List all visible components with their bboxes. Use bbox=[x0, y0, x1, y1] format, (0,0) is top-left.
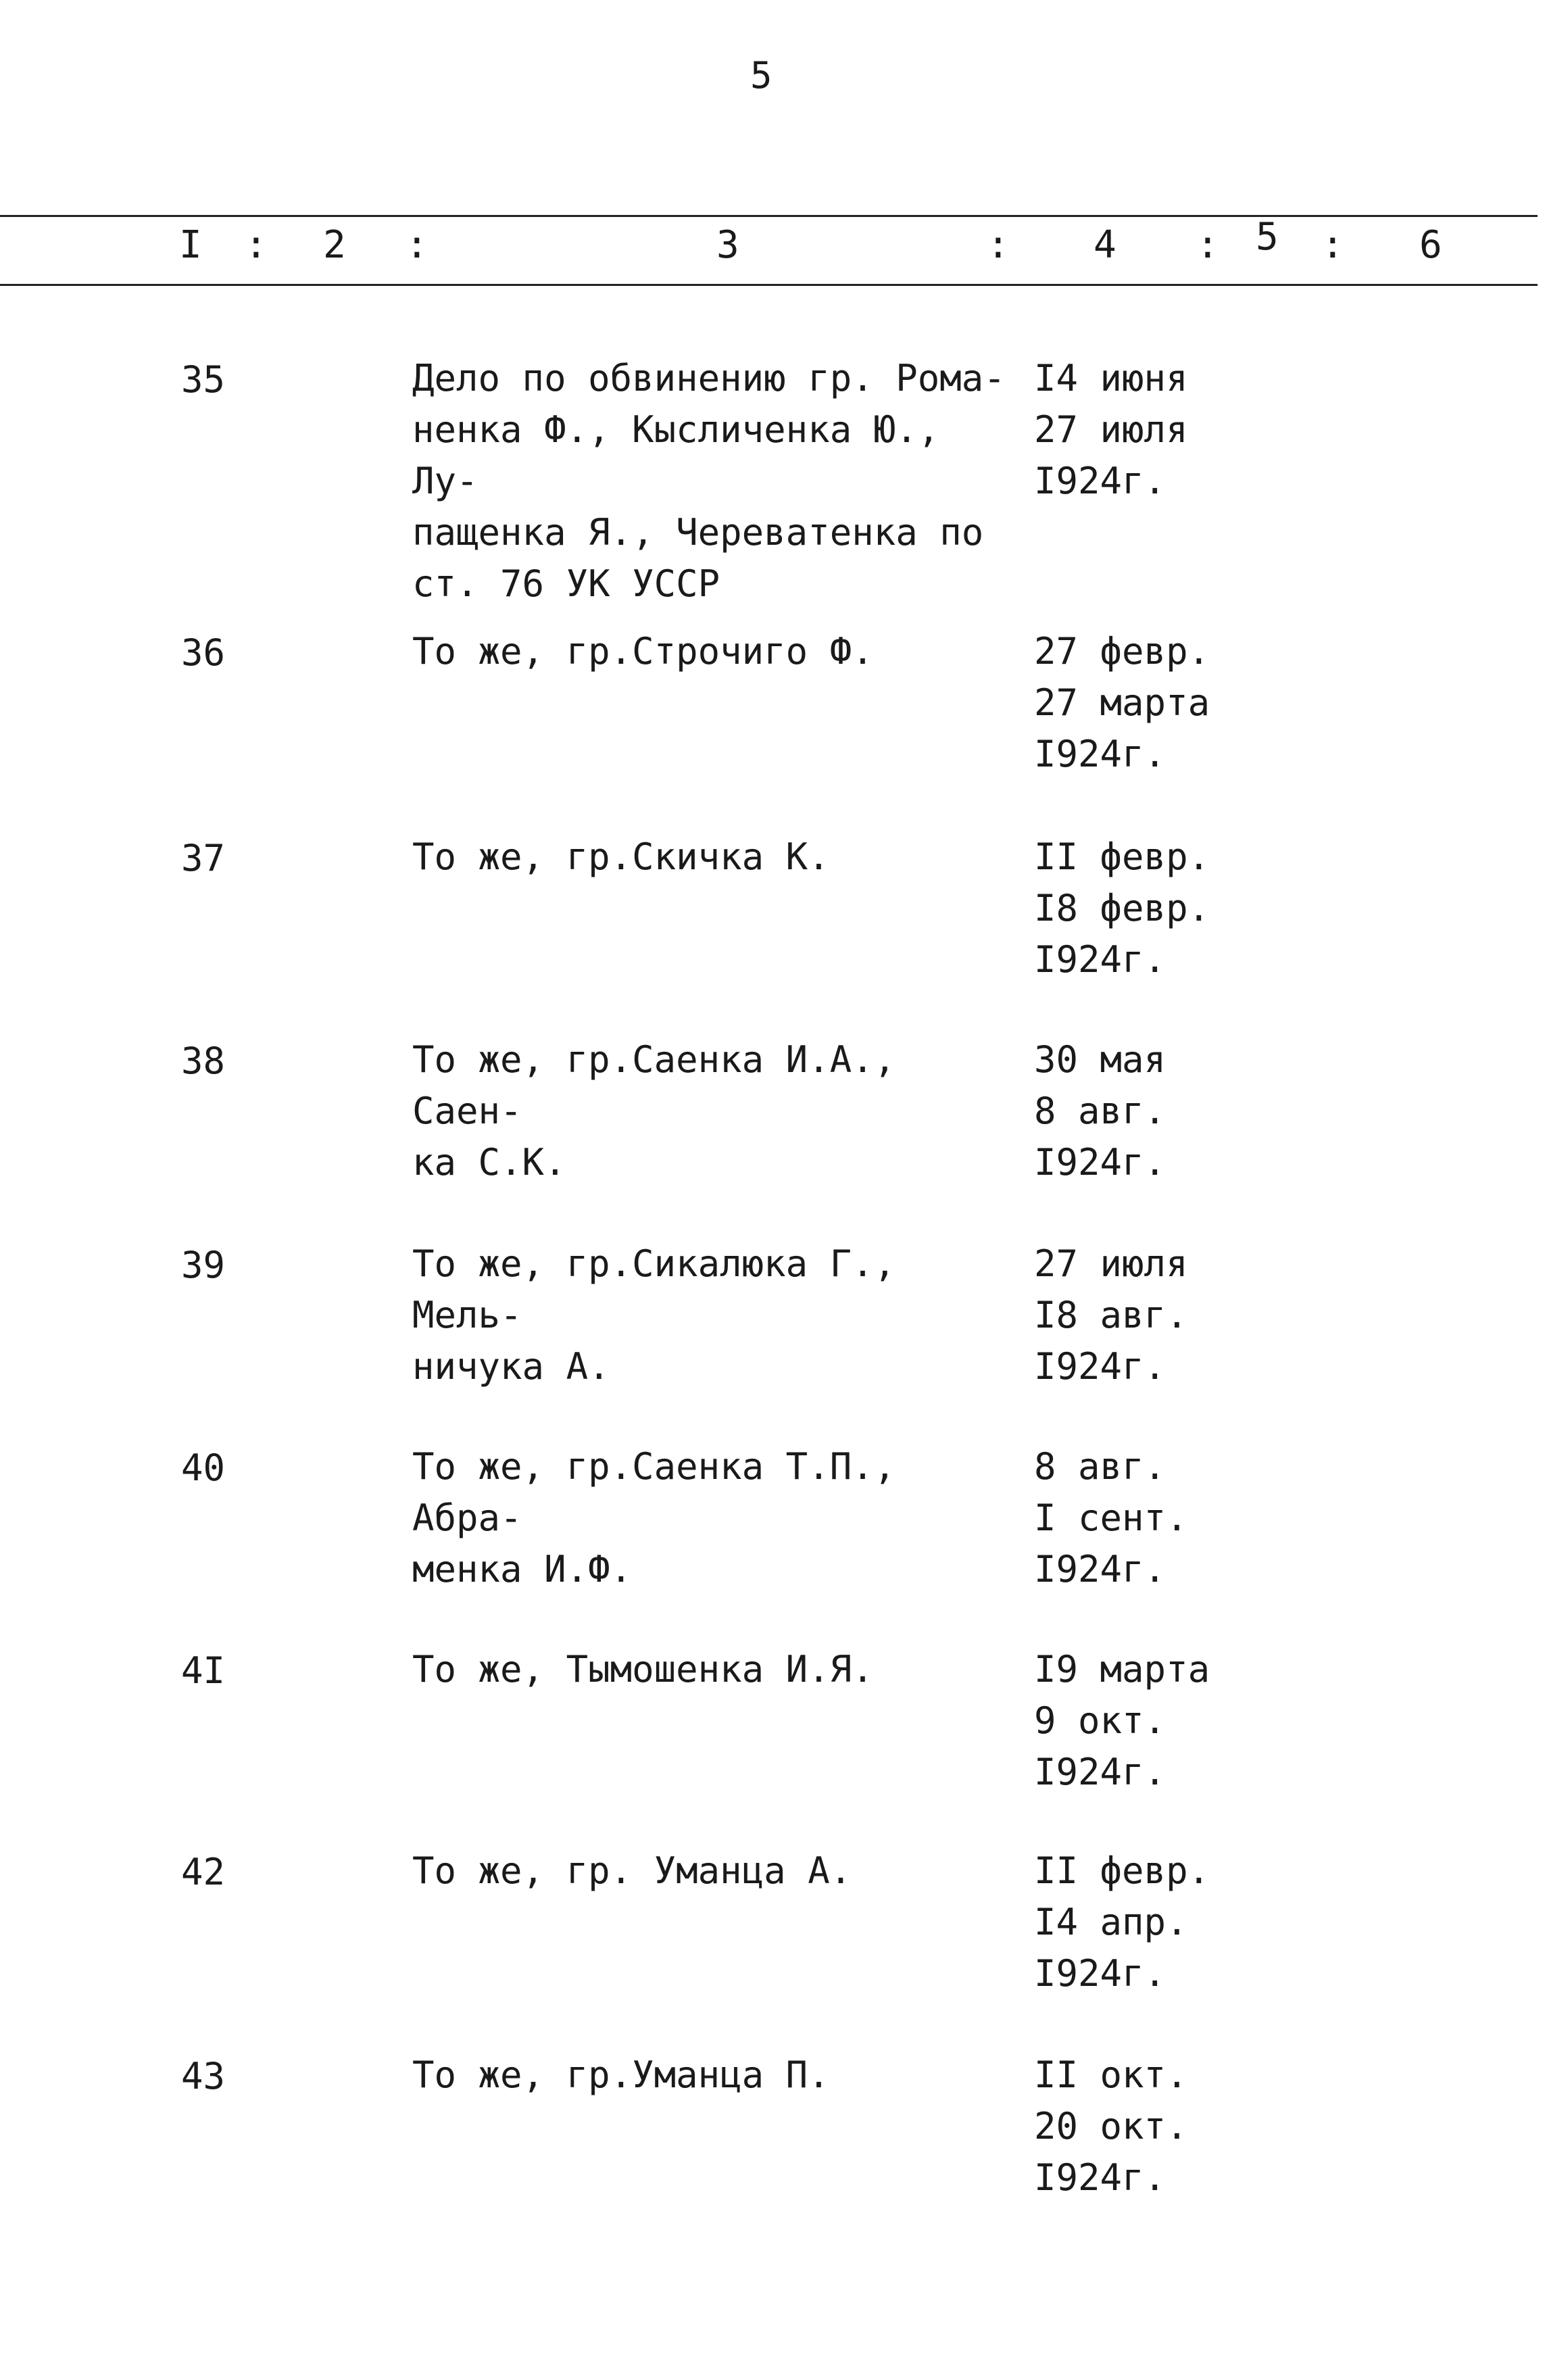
date-year: I924г. bbox=[1034, 2156, 1167, 2199]
date-year: I924г. bbox=[1034, 1952, 1167, 1995]
entry-dates bbox=[1034, 626, 1277, 780]
date-end: 9 окт. bbox=[1034, 1699, 1167, 1742]
entry-number: 42 bbox=[181, 1851, 226, 1893]
entry-dates bbox=[1034, 1238, 1277, 1392]
header-bottom-rule bbox=[0, 284, 1538, 286]
date-start: II окт. bbox=[1034, 2054, 1188, 2096]
entry-description: То же, Тымошенка И.Я. bbox=[412, 1648, 874, 1691]
date-end: I4 апр. bbox=[1034, 1901, 1188, 1943]
header-col-2: 2 bbox=[323, 223, 346, 267]
date-year: I924г. bbox=[1034, 1141, 1167, 1184]
entry-description: То же, гр.Строчиго Ф. bbox=[412, 630, 874, 673]
header-separator: : bbox=[987, 223, 1010, 267]
entry-dates bbox=[1034, 353, 1277, 507]
entry-number: 4I bbox=[181, 1649, 226, 1692]
date-end: 27 марта bbox=[1034, 681, 1210, 724]
date-year: I924г. bbox=[1034, 1751, 1167, 1793]
entry-number: 36 bbox=[181, 631, 226, 674]
header-top-rule bbox=[0, 215, 1538, 217]
date-year: I924г. bbox=[1034, 938, 1167, 981]
entry-number: 39 bbox=[181, 1244, 226, 1286]
date-end: I8 авг. bbox=[1034, 1294, 1188, 1336]
date-end: 27 июля bbox=[1034, 408, 1188, 451]
entry-number: 43 bbox=[181, 2055, 226, 2097]
entry-dates bbox=[1034, 2049, 1277, 2204]
date-end: 8 авг. bbox=[1034, 1090, 1167, 1132]
date-year: I924г. bbox=[1034, 1548, 1167, 1590]
entry-description: То же, гр.Саенка И.А., Саен- ка С.К. bbox=[412, 1038, 896, 1184]
entry-dates bbox=[1034, 1441, 1277, 1595]
entry-dates bbox=[1034, 1644, 1277, 1798]
entry-description: То же, гр.Скичка К. bbox=[412, 835, 830, 878]
entry-description: То же, гр.Сикалюка Г., Мель- ничука А. bbox=[412, 1242, 896, 1388]
header-separator: : bbox=[406, 223, 428, 267]
header-separator: : bbox=[1321, 223, 1344, 267]
entry-dates bbox=[1034, 1034, 1277, 1188]
header-col-3: 3 bbox=[716, 223, 739, 267]
date-start: 27 июля bbox=[1034, 1242, 1188, 1285]
date-start: II февр. bbox=[1034, 1849, 1210, 1892]
entry-description: То же, гр.Уманца П. bbox=[412, 2054, 830, 2096]
entry-description: То же, гр.Саенка Т.П., Абра- менка И.Ф. bbox=[412, 1445, 896, 1590]
date-start: 30 мая bbox=[1034, 1038, 1167, 1081]
entry-number: 38 bbox=[181, 1040, 226, 1082]
date-start: 8 авг. bbox=[1034, 1445, 1167, 1488]
entry-dates bbox=[1034, 831, 1277, 986]
header-separator: : bbox=[245, 223, 268, 267]
date-start: I9 марта bbox=[1034, 1648, 1210, 1691]
entry-number: 37 bbox=[181, 837, 226, 879]
date-start: 27 февр. bbox=[1034, 630, 1210, 673]
date-end: 20 окт. bbox=[1034, 2105, 1188, 2147]
date-start: II февр. bbox=[1034, 835, 1210, 878]
date-start: I4 июня bbox=[1034, 357, 1188, 399]
header-col-4: 4 bbox=[1094, 223, 1116, 267]
page-number: 5 bbox=[750, 54, 772, 97]
entry-description: То же, гр. Уманца А. bbox=[412, 1849, 852, 1892]
date-year: I924г. bbox=[1034, 1345, 1167, 1388]
header-col-5: 5 bbox=[1256, 215, 1279, 259]
header-col-1: I bbox=[179, 223, 202, 267]
date-end: I8 февр. bbox=[1034, 887, 1210, 929]
entry-number: 35 bbox=[181, 358, 226, 401]
date-end: I сент. bbox=[1034, 1497, 1188, 1539]
header-col-6: 6 bbox=[1419, 223, 1442, 267]
date-year: I924г. bbox=[1034, 733, 1167, 775]
entry-number: 40 bbox=[181, 1447, 226, 1489]
date-year: I924г. bbox=[1034, 460, 1167, 502]
entry-description: Дело по обвинению гр. Рома- ненка Ф., Кысличенка Ю., Лу- пащенка Я., Череватенка по ст. 76 УК УССР bbox=[412, 357, 1006, 605]
entry-dates bbox=[1034, 1845, 1277, 1999]
header-separator: : bbox=[1196, 223, 1219, 267]
